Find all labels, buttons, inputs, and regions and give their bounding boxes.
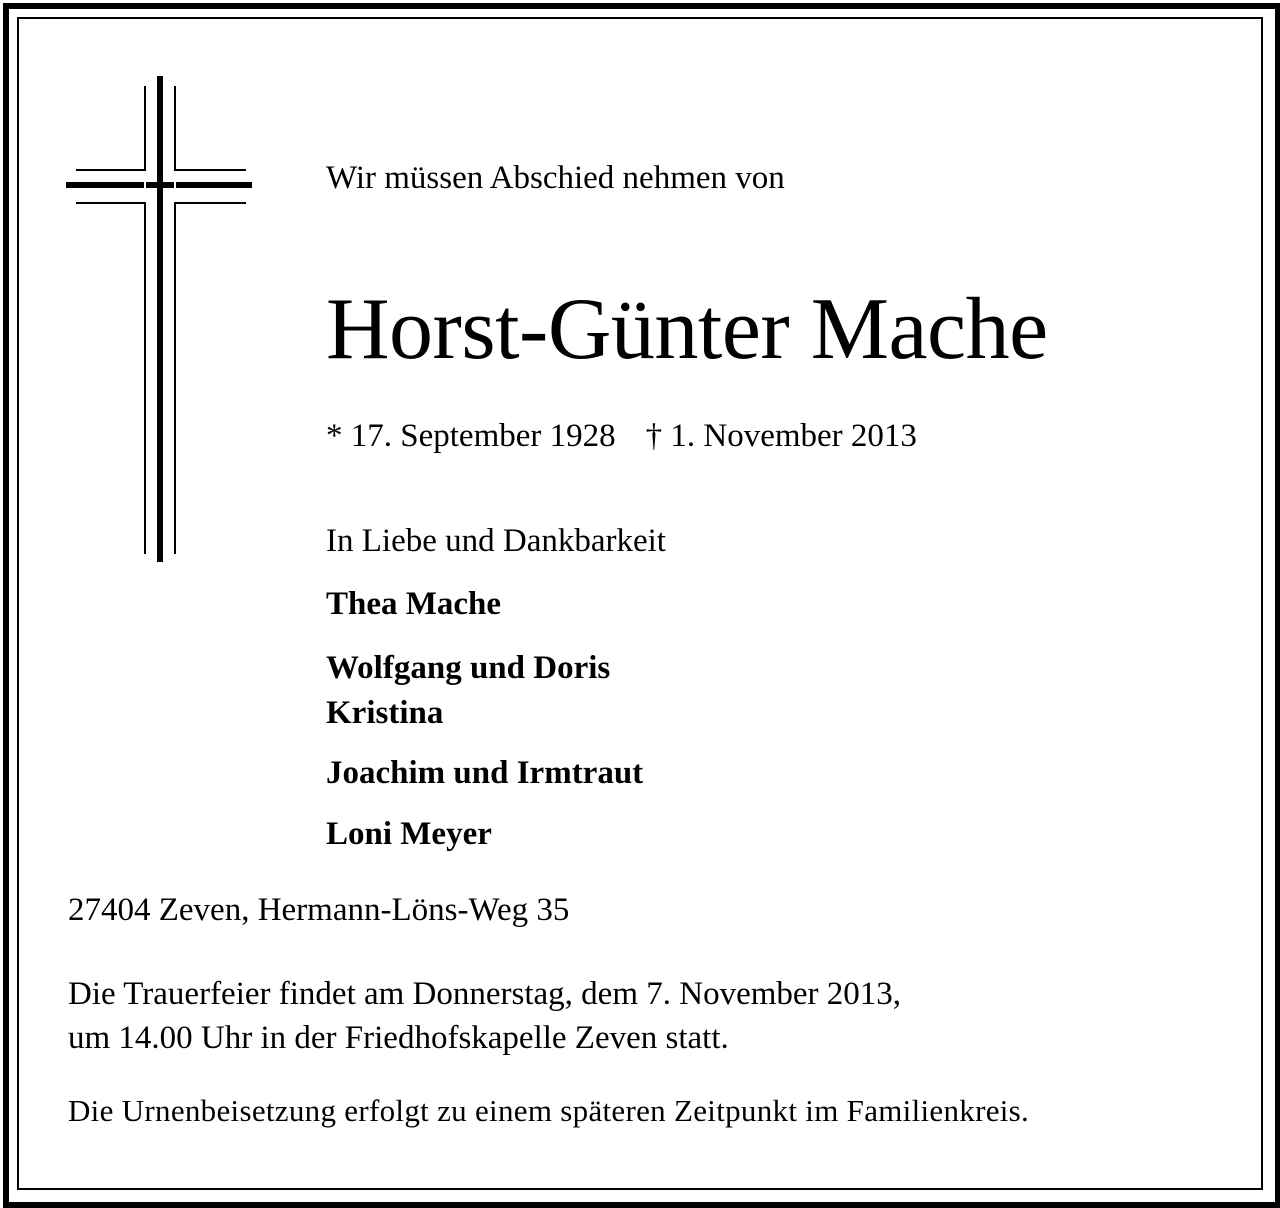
mourner-name: Loni Meyer: [326, 816, 492, 852]
address: 27404 Zeven, Hermann-Löns-Weg 35: [68, 892, 570, 928]
urn-burial-note: Die Urnenbeisetzung erfolgt zu einem späteren Zeitpunkt im Familienkreis.: [68, 1093, 1030, 1128]
life-dates: [326, 414, 917, 458]
deceased-name: Horst-Günter Mache: [326, 281, 1048, 378]
service-info-line-1: Die Trauerfeier findet am Donnerstag, dem 7. November 2013,: [68, 976, 902, 1012]
mourner-name: Wolfgang und Doris: [326, 650, 611, 686]
service-info-line-2: um 14.00 Uhr in der Friedhofskapelle Zeven statt.: [68, 1020, 729, 1056]
intro-text: Wir müssen Abschied nehmen von: [326, 160, 785, 196]
mourner-name: Thea Mache: [326, 586, 502, 622]
birth-date: * 17. September 1928: [326, 418, 616, 454]
mourner-name: Joachim und Irmtraut: [326, 755, 644, 791]
mourner-name: Kristina: [326, 695, 444, 731]
death-date: † 1. November 2013: [645, 418, 917, 454]
cross-icon: [64, 76, 254, 562]
love-line: In Liebe und Dankbarkeit: [326, 523, 666, 559]
